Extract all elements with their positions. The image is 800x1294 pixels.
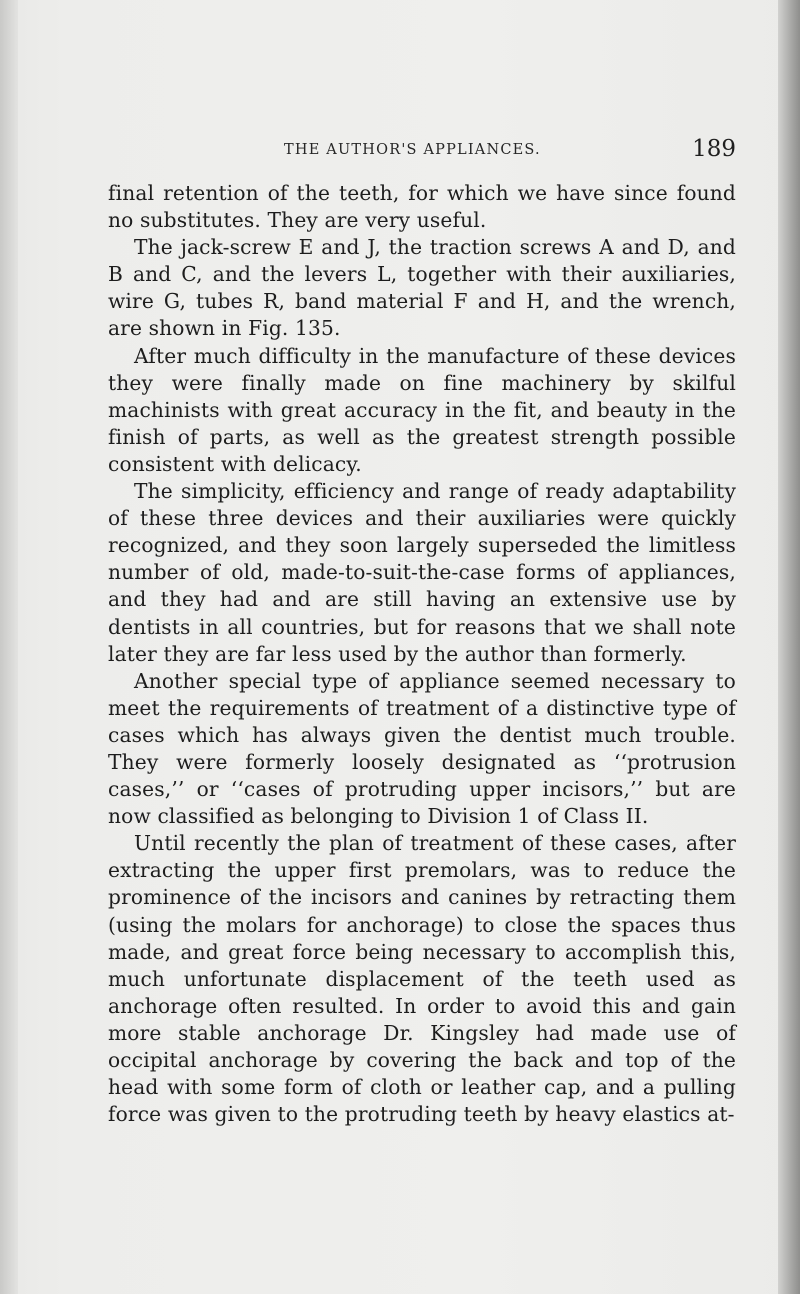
- paragraph-continuation: final retention of the teeth, for which we have since found no substitutes. They are very useful.: [108, 181, 736, 233]
- page-number: 189: [692, 136, 736, 162]
- running-head: [108, 128, 736, 168]
- paragraph: The jack-screw E and J, the traction screws A and D, and B and C, and the levers L, together with their auxiliaries, wire G, tubes R, band material F and H, and the wrench, are shown in Fig. 135.: [108, 235, 736, 341]
- paragraph: Another special type of appliance seemed necessary to meet the requirements of treatment of a distinctive type of cases which has always given the dentist much trouble. They were formerly loosely designated as ‘‘protrusion cases,’’ or ‘‘cases of protruding upper incisors,’’ but are now classified as belonging to Division 1 of Class II.: [108, 668, 736, 829]
- page-gutter-shadow: [778, 0, 800, 1294]
- page-left-shadow: [0, 0, 18, 1294]
- paragraph: Until recently the plan of treatment of these cases, after extracting the upper first premolars, was to reduce the prominence of the incisors and canines by retracting them (using the molars for anchorage) to close the spaces thus made, and great force being necessary to accomplish this, much unfortunate displacement of the teeth used as anchorage often resulted. In order to avoid this and gain more stable anchorage Dr. Kingsley had made use of occipital anchorage by covering the back and top of the head with some form of cloth or leather cap, and a pulling force was given to the protruding teeth by heavy elastics at-: [108, 831, 736, 1127]
- paragraph: After much difficulty in the manufacture of these devices they were finally made on fine machinery by skilful machinists with great accuracy in the fit, and beauty in the finish of parts, as well as the greatest strength possible consistent with delicacy.: [108, 343, 736, 476]
- book-page: [108, 128, 736, 1128]
- body-text: [108, 180, 736, 1128]
- running-head-title: THE AUTHOR'S APPLIANCES.: [284, 142, 541, 158]
- paragraph: The simplicity, efficiency and range of ready adaptability of these three devices and their auxiliaries were quickly recognized, and they soon largely superseded the limitless number of old, made-to-suit-the-case forms of appliances, and they had and are still having an extensive use by dentists in all countries, but for reasons that we shall note later they are far less used by the author than formerly.: [108, 479, 736, 666]
